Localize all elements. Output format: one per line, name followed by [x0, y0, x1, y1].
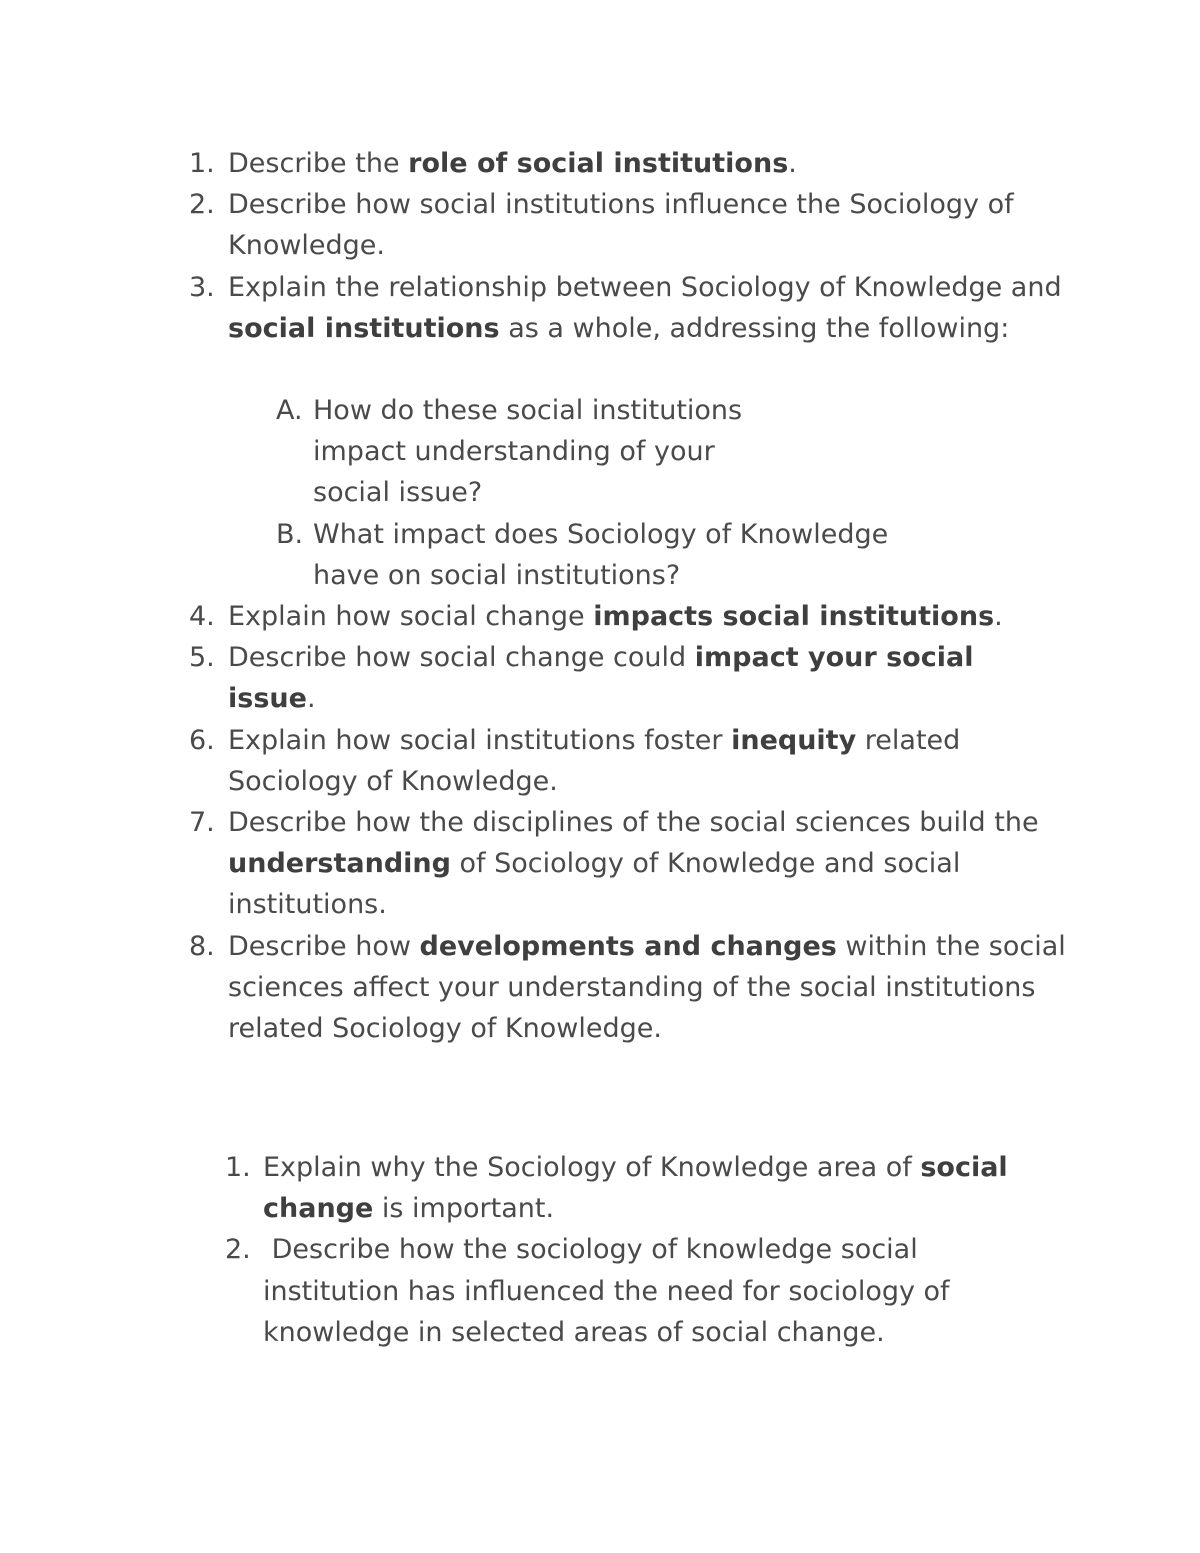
sub-list-item — [0, 390, 1070, 514]
list-item — [0, 720, 1200, 802]
list-number: 7. — [189, 807, 215, 839]
item-text: within the social sciences affect your understanding of the social institutions related Sociology of Knowledge. — [228, 930, 1066, 1045]
item-text: Describe the — [228, 148, 409, 179]
list-item — [0, 143, 1200, 184]
list-item — [0, 596, 1200, 637]
list-item — [0, 637, 1200, 719]
sub-question-list — [228, 390, 1070, 596]
list-number: 1. — [225, 1152, 251, 1183]
item-text: Describe how social institutions influence the Sociology of Knowledge. — [228, 189, 1014, 262]
item-text: What impact does Sociology of Knowledge have on social institutions? — [313, 518, 889, 591]
item-text: . — [788, 148, 797, 179]
item-text: related Sociology of Knowledge. — [228, 724, 961, 797]
item-text: is important. — [373, 1193, 555, 1225]
item-text: Explain how social institutions foster — [228, 724, 732, 756]
item-text: as a whole, addressing the following: — [499, 312, 1010, 344]
list-number: 1. — [189, 148, 215, 179]
item-text: Describe how the sociology of knowledge social institution has influenced the need for sociology of knowledge in selected areas of social change. — [263, 1234, 959, 1348]
list-item — [0, 1147, 1200, 1229]
list-number: 6. — [189, 724, 215, 756]
list-number: 3. — [189, 271, 215, 303]
item-text: Describe how — [228, 930, 420, 962]
item-text-bold: developments and changes — [419, 930, 837, 962]
list-number: 2. — [225, 1234, 251, 1266]
list-number: 2. — [189, 189, 215, 221]
item-text-bold: social institutions — [228, 312, 500, 344]
list-item — [0, 267, 1200, 596]
item-text: Explain why the Sociology of Knowledge area of — [263, 1152, 921, 1183]
item-text-bold: inequity — [731, 724, 857, 756]
item-text-bold: social change — [263, 1152, 1008, 1225]
list-item — [0, 184, 1200, 266]
item-text: Explain the relationship between Sociology of Knowledge and — [228, 271, 1062, 303]
item-text: Describe how social change could — [228, 642, 695, 674]
item-text-bold: understanding — [228, 848, 451, 880]
item-text: Describe how the disciplines of the social sciences build the — [228, 807, 1039, 839]
item-text: . — [306, 683, 316, 715]
main-question-list — [0, 143, 1200, 1049]
list-number: 8. — [189, 930, 215, 962]
list-number: 5. — [189, 642, 215, 674]
item-text: Explain how social change — [228, 601, 594, 633]
item-text: of Sociology of Knowledge and social institutions. — [228, 848, 961, 921]
item-text: . — [994, 601, 1003, 633]
item-text: How do these social institutions impact understanding of your social issue? — [313, 395, 743, 509]
list-letter: B. — [276, 518, 304, 550]
list-item — [0, 1229, 1200, 1353]
list-item — [0, 926, 1200, 1050]
item-text-bold: impacts social institutions — [593, 601, 995, 633]
list-letter: A. — [276, 395, 303, 427]
list-number: 4. — [189, 601, 215, 633]
list-item — [0, 802, 1200, 926]
item-text-bold: impact your social issue — [228, 642, 974, 715]
sub-list-item — [0, 514, 1070, 596]
item-text-bold: role of social institutions — [408, 148, 789, 179]
second-question-list — [0, 1147, 1200, 1353]
